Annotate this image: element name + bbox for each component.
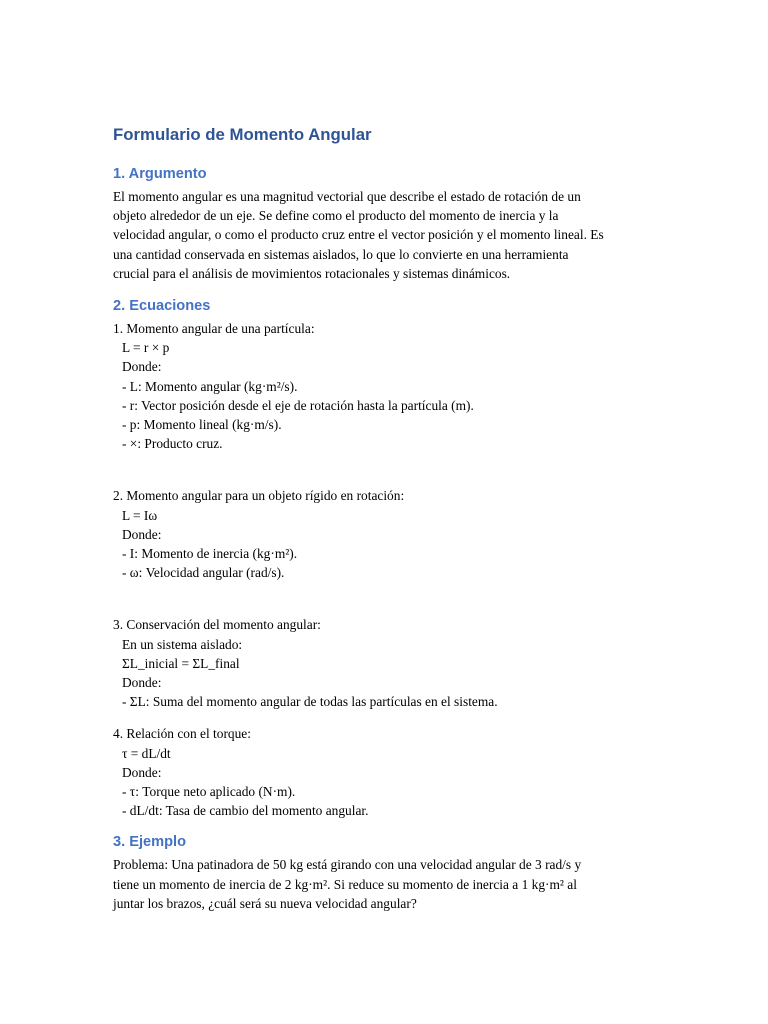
argumento-line: El momento angular es una magnitud vectorial que describe el estado de rotación de un — [113, 189, 581, 204]
spacer — [113, 711, 673, 724]
equation-1-donde: Donde: — [122, 359, 162, 375]
argumento-paragraph — [113, 187, 673, 283]
equation-1-title: 1. Momento angular de una partícula: — [113, 321, 315, 337]
equation-1-block — [113, 319, 673, 453]
spacer — [113, 453, 673, 486]
equation-1-item: - p: Momento lineal (kg·m/s). — [122, 417, 282, 433]
document-page — [113, 124, 673, 926]
heading-argumento: 1. Argumento — [113, 166, 207, 182]
equation-4-item: - τ: Torque neto aplicado (N·m). — [122, 784, 296, 800]
equation-4-donde: Donde: — [122, 764, 162, 780]
ejemplo-line: Problema: Una patinadora de 50 kg está girando con una velocidad angular de 3 rad/s y — [113, 857, 582, 873]
argumento-line: velocidad angular, o como el producto cruz entre el vector posición y el momento lineal. Es — [113, 227, 604, 243]
equation-2-block — [113, 486, 673, 582]
equation-2-formula: L = Iω — [122, 507, 158, 523]
argumento-line: objeto alrededor de un eje. Se define como el producto del momento de inercia y la — [113, 208, 559, 224]
equation-4-item: - dL/dt: Tasa de cambio del momento angular. — [122, 803, 369, 819]
equation-3-donde: Donde: — [122, 675, 162, 691]
section-ecuaciones — [113, 296, 673, 820]
equation-3-block — [113, 615, 673, 711]
spacer — [113, 582, 673, 615]
ejemplo-line: tiene un momento de inercia de 2 kg·m². Si reduce su momento de inercia a 1 kg·m² al — [113, 876, 577, 892]
equation-2-item: - I: Momento de inercia (kg·m²). — [122, 546, 298, 562]
equation-3-item: - ΣL: Suma del momento angular de todas las partículas en el sistema. — [122, 694, 498, 710]
heading-ejemplo: 3. Ejemplo — [113, 834, 186, 851]
equation-2-donde: Donde: — [122, 526, 162, 542]
equation-2-title: 2. Momento angular para un objeto rígido en rotación: — [113, 488, 405, 504]
equation-1-item: - L: Momento angular (kg·m²/s). — [122, 378, 298, 394]
equation-4-block — [113, 724, 673, 820]
argumento-line: crucial para el análisis de movimientos rotacionales y sistemas dinámicos. — [113, 265, 511, 281]
equation-1-item: - ×: Producto cruz. — [122, 436, 223, 452]
equation-1-formula: L = r × p — [122, 340, 170, 356]
equation-1-item: - r: Vector posición desde el eje de rotación hasta la partícula (m). — [122, 397, 474, 413]
ejemplo-line: juntar los brazos, ¿cuál será su nueva velocidad angular? — [113, 895, 417, 911]
equation-4-formula: τ = dL/dt — [122, 745, 171, 761]
equation-3-context: En un sistema aislado: — [122, 636, 243, 652]
document-title: Formulario de Momento Angular — [113, 125, 372, 144]
argumento-line: una cantidad conservada en sistemas aislados, lo que lo convierte en una herramienta — [113, 246, 569, 262]
equation-3-title: 3. Conservación del momento angular: — [113, 617, 321, 633]
equation-3-formula: ΣL_inicial = ΣL_final — [122, 655, 240, 671]
ejemplo-paragraph — [113, 855, 673, 913]
section-ejemplo — [113, 832, 673, 913]
section-argumento — [113, 164, 673, 283]
equation-4-title: 4. Relación con el torque: — [113, 726, 251, 742]
heading-ecuaciones: 2. Ecuaciones — [113, 298, 211, 315]
equation-2-item: - ω: Velocidad angular (rad/s). — [122, 565, 285, 581]
